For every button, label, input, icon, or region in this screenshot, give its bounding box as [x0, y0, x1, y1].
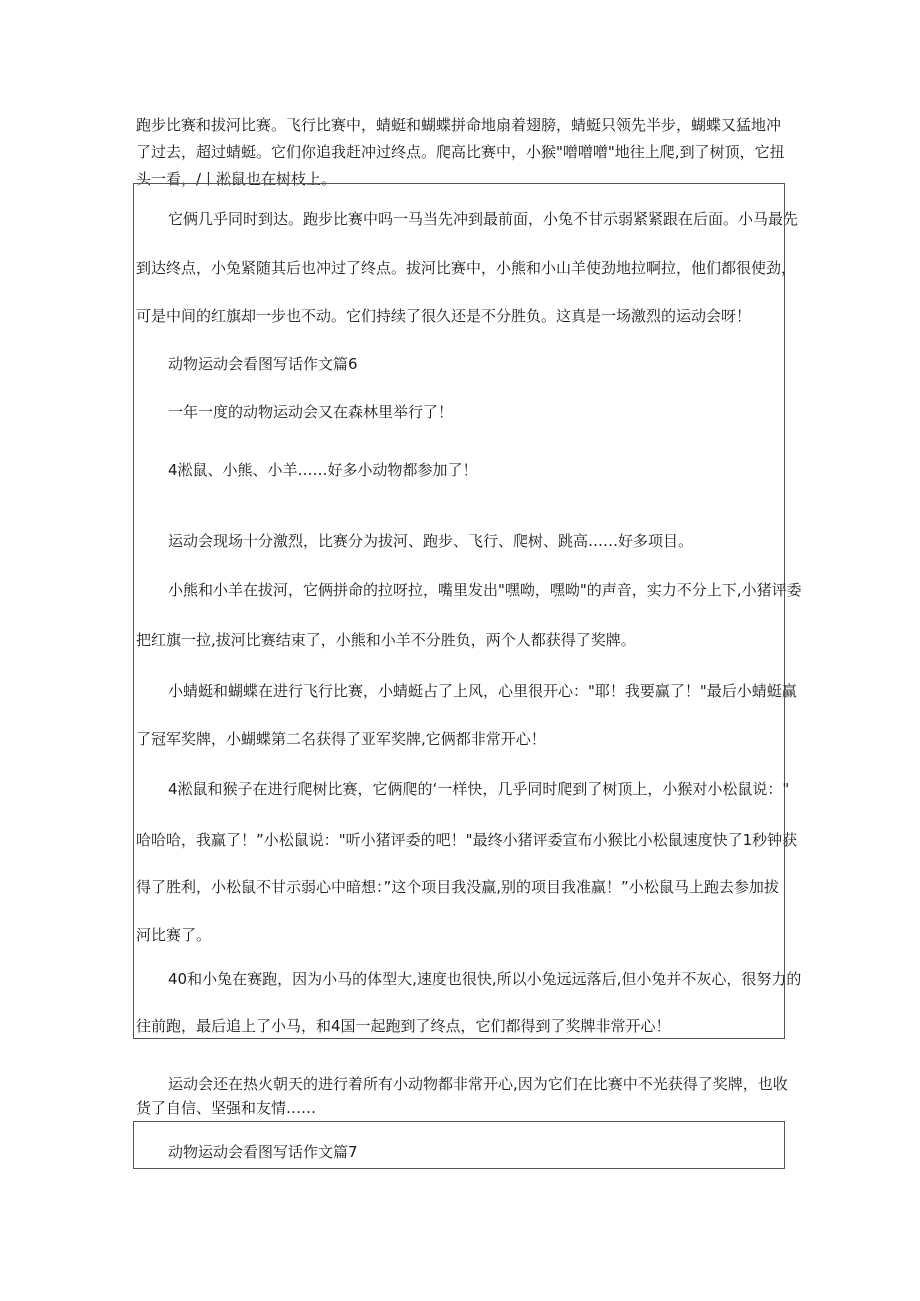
- paragraph-line: 小熊和小羊在拔河，它俩拼命的拉呀拉，嘴里发出"嘿呦，嘿呦"的声音，实力不分上下,小猪评委: [168, 581, 802, 599]
- paragraph-line: 了冠军奖牌，小蝴蝶第二名获得了亚军奖牌,它俩都非常开心！: [136, 730, 546, 748]
- paragraph-line: 河比赛了。: [136, 926, 212, 944]
- paragraph-line: 可是中间的红旗却一步也不动。它们持续了很久还是不分胜负。这真是一场激烈的运动会呀！: [136, 307, 752, 325]
- paragraph-line: 哈哈哈，我赢了！”小松鼠说："听小猪评委的吧！"最终小猪评委宣布小猴比小松鼠速度快了1秒钟获: [136, 831, 798, 849]
- section-heading: 动物运动会看图写话作文篇6: [168, 355, 358, 373]
- outro-paragraph: 运动会还在热火朝天的进行着所有小动物都非常开心,因为它们在比赛中不光获得了奖牌，也收货了自信、坚强和友情……: [136, 1075, 788, 1117]
- paragraph-line: 运动会现场十分激烈，比赛分为拔河、跑步、飞行、爬树、跳高……好多项目。: [168, 532, 694, 550]
- paragraph-line: 4淞鼠和猴子在进行爬树比赛，它俩爬的‘一样快，几乎同时爬到了树顶上，小猴对小松鼠说：": [168, 780, 790, 798]
- intro-paragraph: 跑步比赛和拔河比赛。飞行比赛中，蜻蜓和蝴蝶拼命地扇着翅膀，蜻蜓只领先半步，蝴蝶又猛地冲了过去，超过蜻蜓。它们你追我赶冲过终点。爬高比赛中，小猴"噌噌噌"地往上爬,到了树顶，它扭头一看，/丨淞鼠也在树枝上。: [136, 116, 785, 188]
- section-heading: 动物运动会看图写话作文篇7: [168, 1143, 358, 1161]
- paragraph-line: 到达终点，小兔紧随其后也冲过了终点。拔河比赛中，小熊和小山羊使劲地拉啊拉，他们都很使劲，: [136, 259, 797, 277]
- paragraph-line: 一年一度的动物运动会又在森林里举行了！: [168, 403, 454, 421]
- paragraph-line: 它俩几乎同时到达。跑步比赛中吗一马当先冲到最前面，小兔不甘示弱紧紧跟在后面。小马最先: [168, 210, 799, 228]
- paragraph-line: 得了胜利，小松鼠不甘示弱心中暗想：”这个项目我没赢,别的项目我准赢！”小松鼠马上跑去参加拔: [136, 878, 779, 896]
- paragraph-line: 把红旗一拉,拔河比赛结束了，小熊和小羊不分胜负，两个人都获得了奖牌。: [136, 631, 636, 649]
- content-box: [133, 183, 802, 1039]
- paragraph-line: 40和小兔在赛跑，因为小马的体型大,速度也很快,所以小兔远远落后,但小兔并不灰心，很努力的: [168, 970, 802, 988]
- next-section-box: [133, 1121, 785, 1169]
- paragraph-line: 小蜻蜓和蝴蝶在进行飞行比赛，小蜻蜓占了上风，心里很开心："耶！我要赢了！"最后小蜻蜓赢: [168, 682, 797, 700]
- paragraph-line: 4淞鼠、小熊、小羊……好多小动物都参加了！: [168, 461, 478, 479]
- paragraph-line: 往前跑，最后追上了小马，和4国一起跑到了终点，它们都得到了奖牌非常开心！: [136, 1017, 671, 1035]
